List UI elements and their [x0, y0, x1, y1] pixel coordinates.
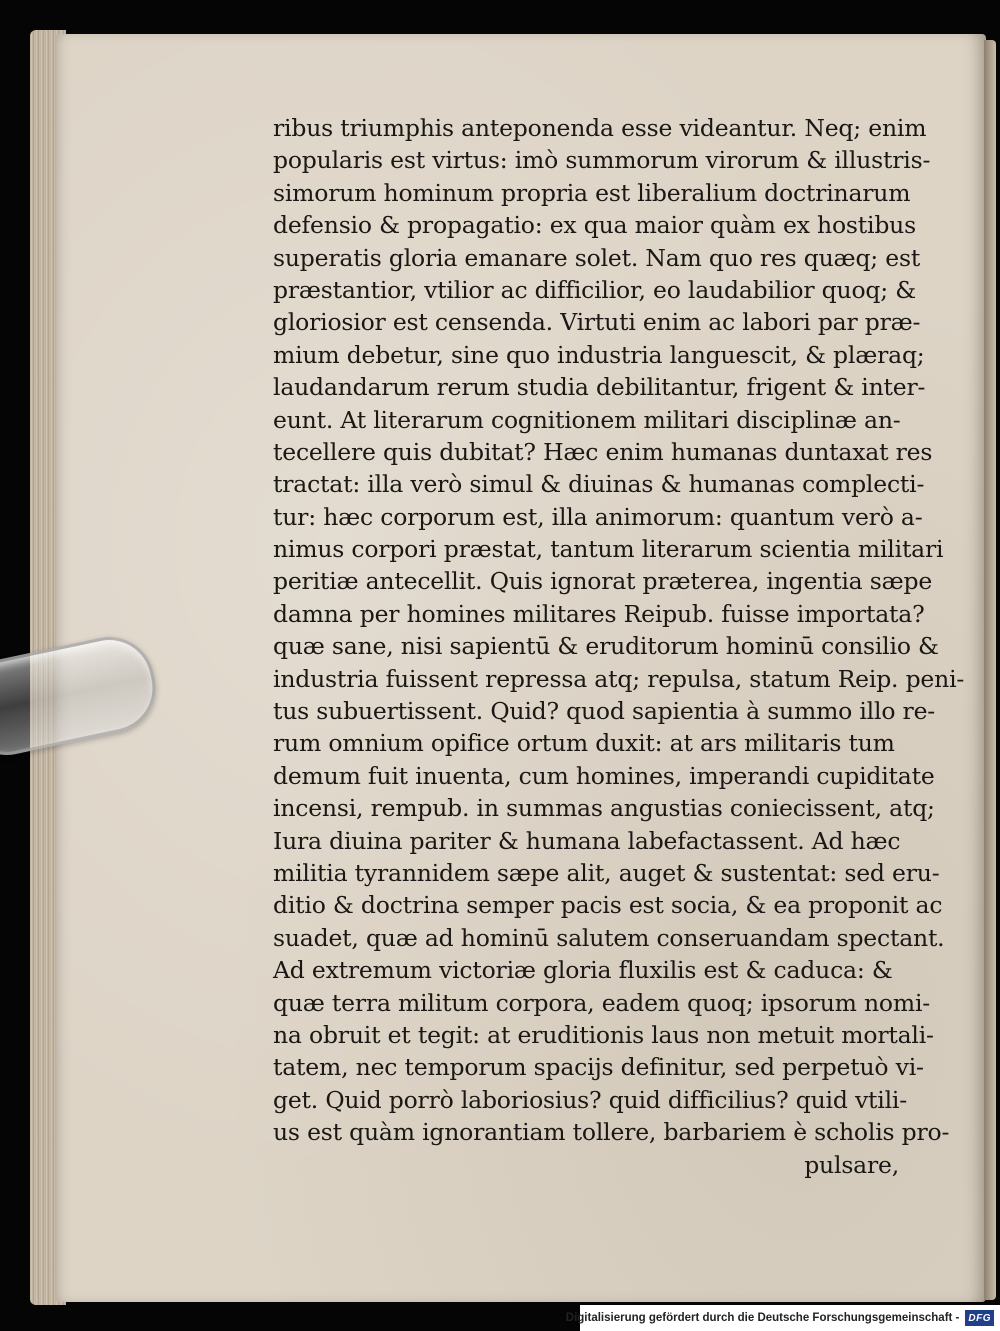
text-line: tractat: illa verò simul & diuinas & humanas complecti- [273, 470, 925, 499]
page-right-edge [984, 40, 996, 1300]
text-line: nimus corpori præstat, tantum literarum scientia militari [273, 535, 944, 564]
text-line: demum fuit inuenta, cum homines, imperandi cupiditate [273, 761, 935, 790]
text-line: get. Quid porrò laboriosius? quid difficilius? quid vtili- [273, 1085, 907, 1114]
text-line: gloriosior est censenda. Virtuti enim ac labori par præ- [273, 308, 921, 337]
text-line: quæ terra militum corpora, eadem quoq; ipsorum nomi- [273, 988, 931, 1017]
text-line: tatem, nec temporum spacijs definitur, sed perpetuò vi- [273, 1053, 924, 1082]
text-line: ribus triumphis anteponenda esse videantur. Neq; enim [273, 114, 927, 142]
text-line: suadet, quæ ad hominū salutem conseruandam spectant. [273, 923, 945, 952]
text-line: ditio & doctrina semper pacis est socia, & ea proponit ac [273, 891, 943, 920]
text-line: laudandarum rerum studia debilitantur, frigent & inter- [273, 373, 926, 402]
page-text-block [273, 112, 965, 1181]
footer-banner [565, 1305, 1000, 1331]
text-line: damna per homines militares Reipub. fuisse importata? [273, 599, 925, 628]
text-line: simorum hominum propria est liberalium doctrinarum [273, 178, 911, 207]
text-line: incensi, rempub. in summas angustias coniecissent, atq; [273, 794, 935, 823]
dfg-logo: DFG [965, 1310, 994, 1326]
text-line: Iura diuina pariter & humana labefactassent. Ad hæc [273, 826, 901, 855]
text-line: tur: hæc corporum est, illa animorum: quantum verò a- [273, 502, 923, 531]
text-line: rum omnium opifice ortum duxit: at ars militaris tum [273, 729, 895, 758]
text-line: superatis gloria emanare solet. Nam quo res quæq; est [273, 243, 921, 272]
funding-credit-text: Digitalisierung gefördert durch die Deutsche Forschungsgemeinschaft - [565, 1312, 960, 1324]
catchword: pulsare, [804, 1150, 899, 1179]
text-line: mium debetur, sine quo industria languescit, & plæraq; [273, 340, 925, 369]
text-line: us est quàm ignorantiam tollere, barbariem è scholis pro- [273, 1118, 950, 1147]
text-line: tus subuertissent. Quid? quod sapientia à summo illo re- [273, 697, 936, 726]
text-line: popularis est virtus: imò summorum virorum & illustris- [273, 146, 931, 175]
text-line: industria fuissent repressa atq; repulsa, statum Reip. peni- [273, 664, 965, 693]
text-line: Ad extremum victoriæ gloria fluxilis est & caduca: & [273, 956, 893, 985]
text-line: militia tyrannidem sæpe alit, auget & sustentat: sed eru- [273, 858, 940, 887]
text-line: quæ sane, nisi sapientū & eruditorum hominū consilio & [273, 632, 939, 661]
text-line: na obruit et tegit: at eruditionis laus non metuit mortali- [273, 1020, 934, 1049]
text-line: præstantior, vtilior ac difficilior, eo laudabilior quoq; & [273, 275, 916, 304]
text-line: defensio & propagatio: ex qua maior quàm ex hostibus [273, 211, 916, 240]
text-line: eunt. At literarum cognitionem militari disciplinæ an- [273, 405, 901, 434]
text-line: tecellere quis dubitat? Hæc enim humanas duntaxat res [273, 437, 933, 466]
text-line: peritiæ antecellit. Quis ignorat præterea, ingentia sæpe [273, 567, 933, 596]
